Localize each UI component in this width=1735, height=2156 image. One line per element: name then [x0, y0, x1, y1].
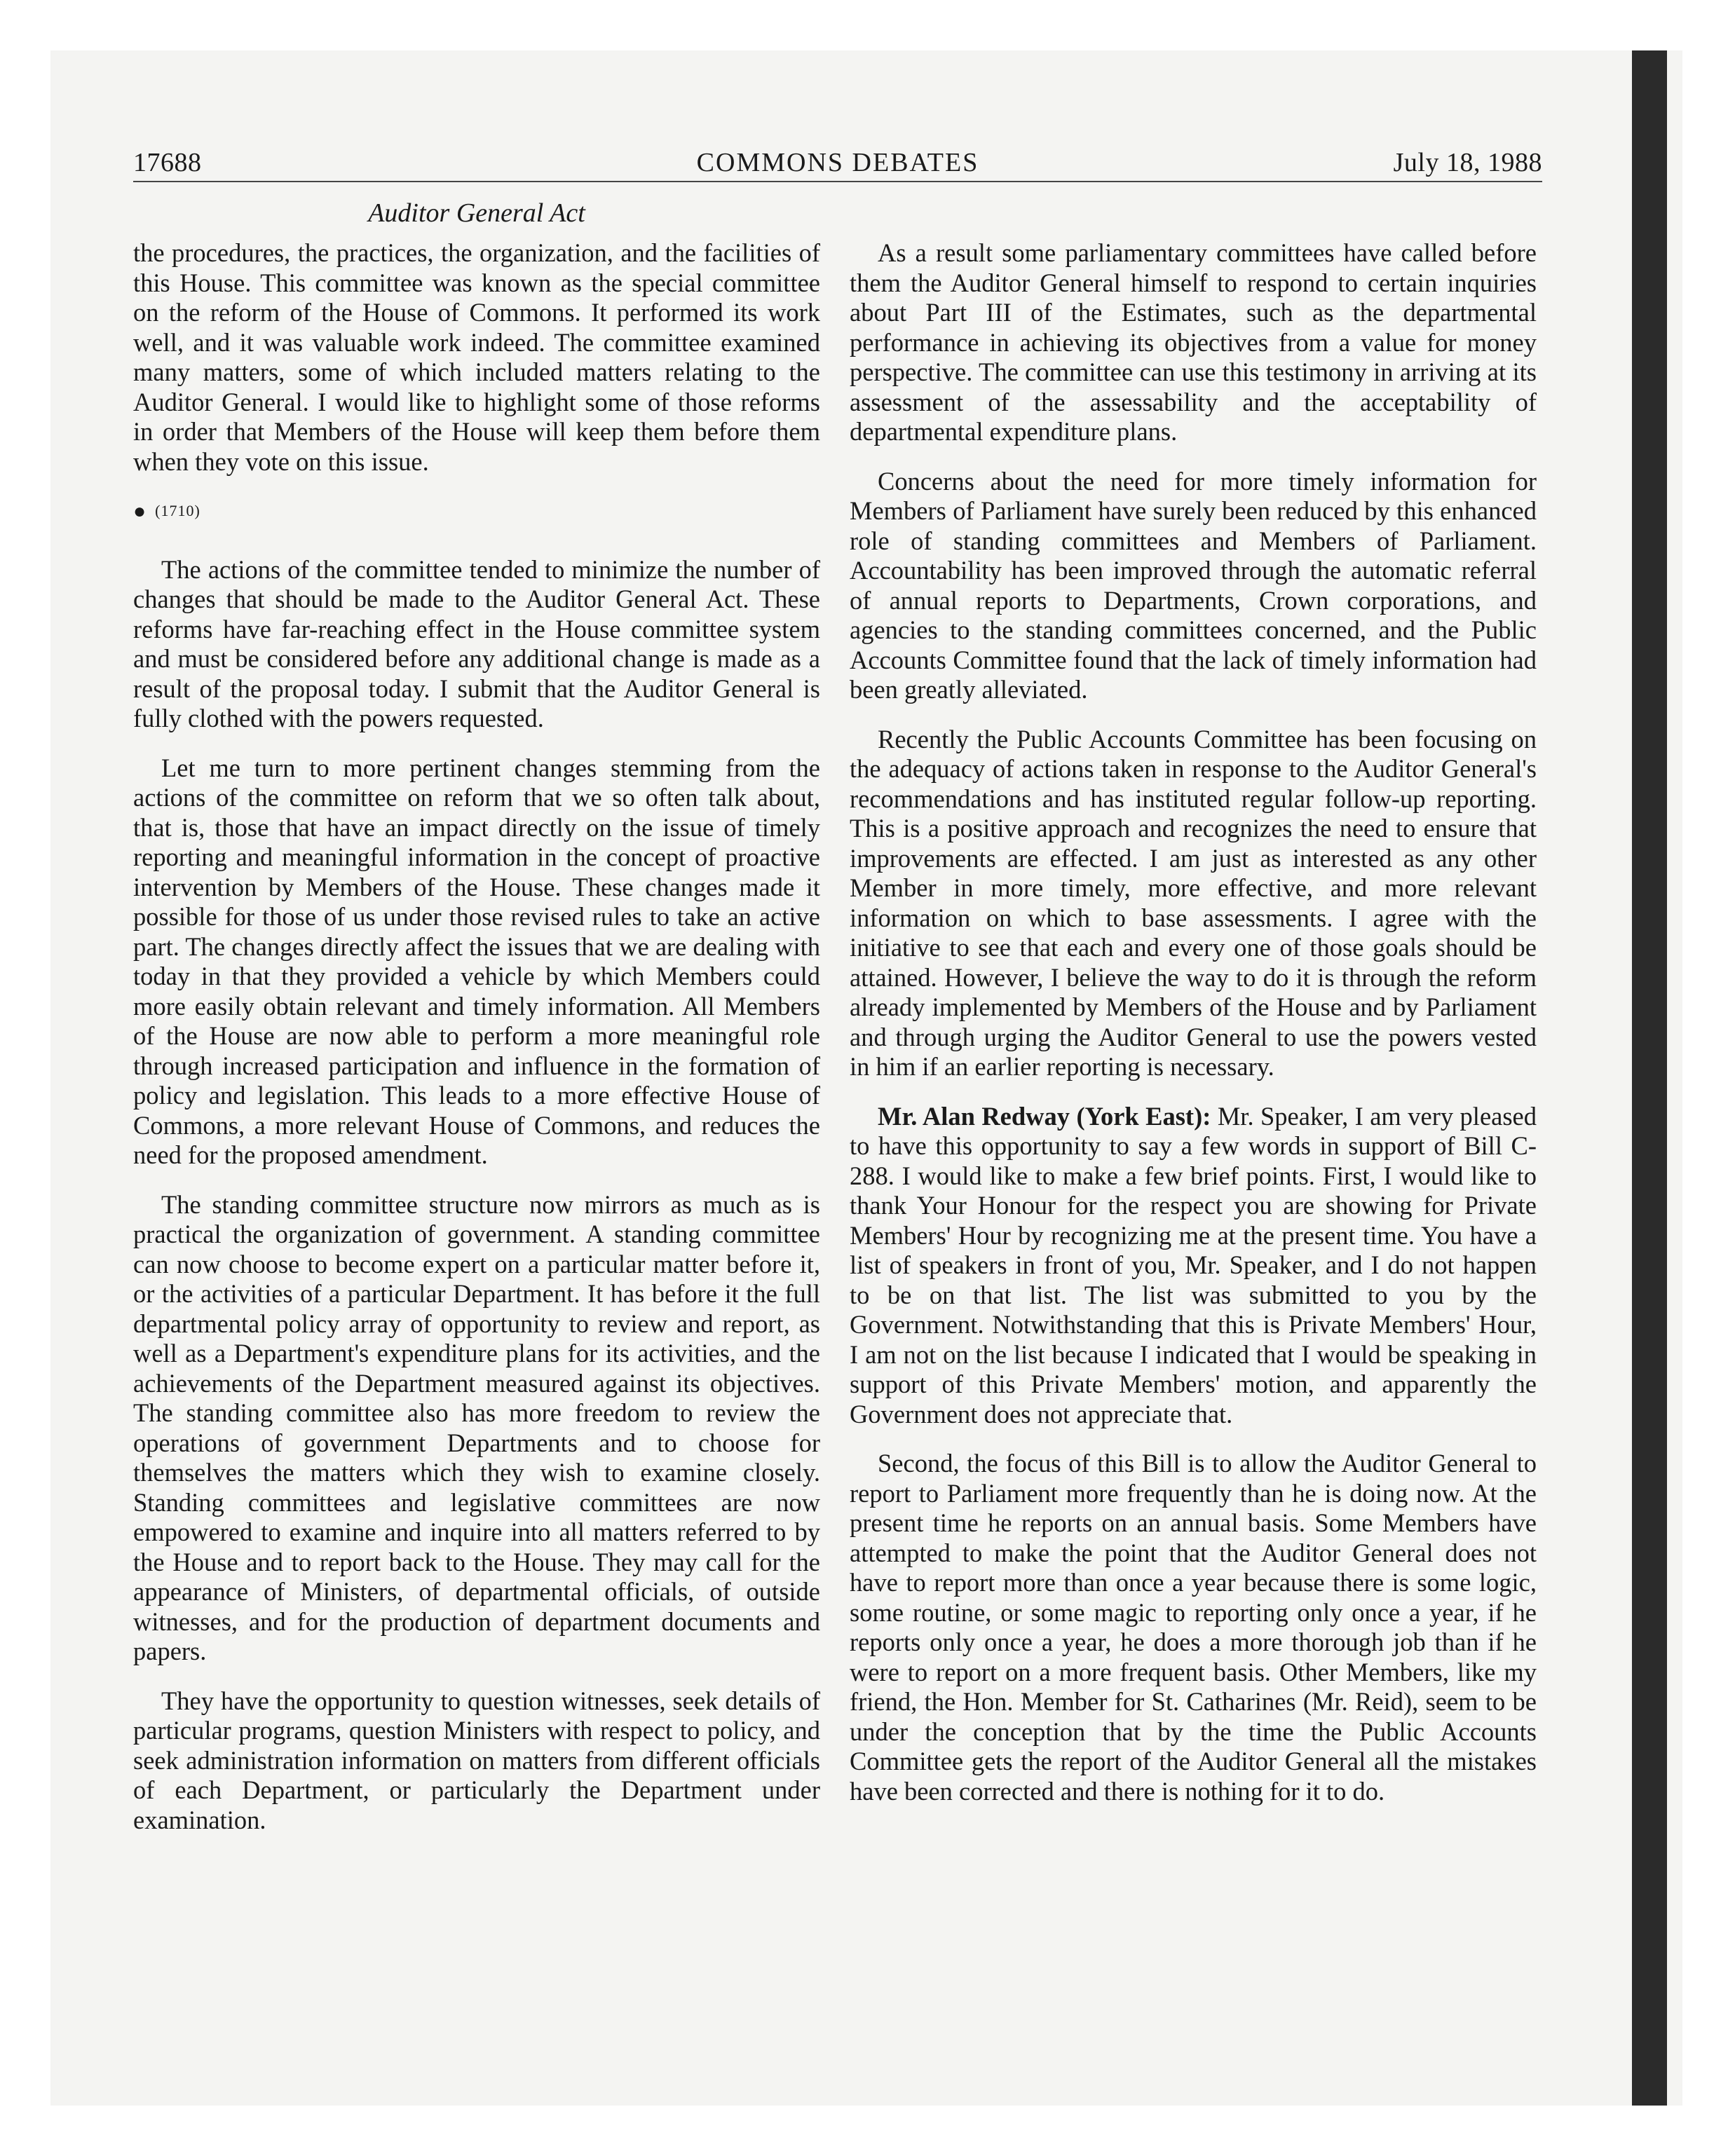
paragraph: Recently the Public Accounts Committee has been focusing on the adequacy of actions taken in response to the Auditor General's recommendations and has instituted regular follow-up reporting. This is a positive approach and recognizes the need to ensure that improvements are effected. I am just as interested as any other Member in more timely, more effective, and more relevant information on which to base assessments. I agree with the initiative to see that each and every one of those goals should be attained. However, I believe the way to do it is through the reform already implemented by Members of the House and by Parliament and through urging the Auditor General to use the powers vested in him if an earlier reporting is necessary. [850, 724, 1537, 1081]
paragraph: the procedures, the practices, the organization, and the facilities of this House. This committee was known as the special committee on the reform of the House of Commons. It performed its work well, and it was valuable work indeed. The committee examined many matters, some of which included matters relating to the Auditor General. I would like to highlight some of those reforms in order that Members of the House will keep them before them when they vote on this issue. [133, 238, 820, 476]
paragraph: Concerns about the need for more timely information for Members of Parliament have surely been reduced by this enhanced role of standing committees and Members of Parliament. Accountability has been improved through the automatic referral of annual reports to Departments, Crown corporations, and agencies to the standing committees concerned, and the Public Accounts Committee found that the lack of timely information had been greatly alleviated. [850, 466, 1537, 704]
paragraph: The actions of the committee tended to minimize the number of changes that should be made to the Auditor General Act. These reforms have far-reaching effect in the House committee system and must be considered before any additional change is made as a result of the proposal today. I submit that the Auditor General is fully clothed with the powers requested. [133, 554, 820, 732]
right-column [850, 238, 1537, 1826]
page-number: 17688 [133, 148, 202, 177]
paragraph: Second, the focus of this Bill is to allow the Auditor General to report to Parliament more frequently than he is doing now. At the present time he reports on an annual basis. Some Members have attempted to make the point that the Auditor General does not have to report more than once a year because there is some logic, some routine, or some magic to reporting only once a year, if he reports only once a year, he does a more thorough job than if he were to report on a more frequent basis. Other Members, like my friend, the Hon. Member for St. Catharines (Mr. Reid), seem to be under the conception that by the time the Public Accounts Committee gets the report of the Auditor General all the mistakes have been corrected and there is nothing for it to do. [850, 1449, 1537, 1806]
publication-title: COMMONS DEBATES [696, 148, 979, 177]
left-column [133, 238, 820, 1855]
paragraph: As a result some parliamentary committees have called before them the Auditor General himself to respond to certain inquiries about Part III of the Estimates, such as the departmental performance in achieving its objectives from a value for money perspective. The committee can use this testimony in arriving at its assessment of the assessability and the acceptability of departmental expenditure plans. [850, 238, 1537, 446]
time-marker [133, 496, 820, 527]
page-header [133, 147, 1542, 182]
section-subtitle: Auditor General Act [368, 198, 585, 228]
bullet-icon: ● [133, 500, 147, 523]
paragraph: They have the opportunity to question witnesses, seek details of particular programs, question Ministers with respect to policy, and seek administration information on matters from different officials of each Department, or particularly the Department under examination. [133, 1686, 820, 1834]
speaker-name: Mr. Alan Redway (York East): [878, 1101, 1211, 1131]
time-marker-label: (1710) [155, 502, 200, 519]
publication-date: July 18, 1988 [1393, 148, 1542, 177]
scan-edge-bar [1632, 50, 1667, 2106]
header-rule [133, 181, 1542, 182]
speech-text: Mr. Speaker, I am very pleased to have this opportunity to say a few words in support of Bill C-288. I would like to make a few brief points. First, I would like to thank Your Honour for the respect you are showing for Private Members' Hour by recognizing me at the present time. You have a list of speakers in front of you, Mr. Speaker, and I do not happen to be on that list. The list was submitted to you by the Government. Notwithstanding that this is Private Members' Hour, I am not on the list because I indicated that I would be speaking in support of this Private Members' motion, and apparently the Government does not appreciate that. [850, 1101, 1537, 1428]
paragraph: The standing committee structure now mirrors as much as is practical the organization of government. A standing committee can now choose to become expert on a particular matter before it, or the activities of a particular Department. It has before it the full departmental policy array of opportunity to review and report, as well as a Department's expenditure plans for its activities, and the achievements of the Department measured against its objectives. The standing committee also has more freedom to review the operations of government Departments and to choose for themselves the matters which they wish to examine closely. Standing committees and legislative committees are now empowered to examine and inquire into all matters referred to by the House and to report back to the House. They may call for the appearance of Ministers, of departmental officials, of outside witnesses, and for the production of department documents and papers. [133, 1189, 820, 1665]
speech-paragraph [850, 1102, 1537, 1430]
paragraph: Let me turn to more pertinent changes stemming from the actions of the committee on reform that we so often talk about, that is, those that have an impact directly on the issue of timely reporting and meaningful information in the concept of proactive intervention by Members of the House. These changes made it possible for those of us under those revised rules to take an active part. The changes directly affect the issues that we are dealing with today in that they provided a vehicle by which Members could more easily obtain relevant and timely information. All Members of the House are now able to perform a more meaningful role through increased participation and influence in the formation of policy and legislation. This leads to a more effective House of Commons, a more relevant House of Commons, and reduces the need for the proposed amendment. [133, 753, 820, 1169]
